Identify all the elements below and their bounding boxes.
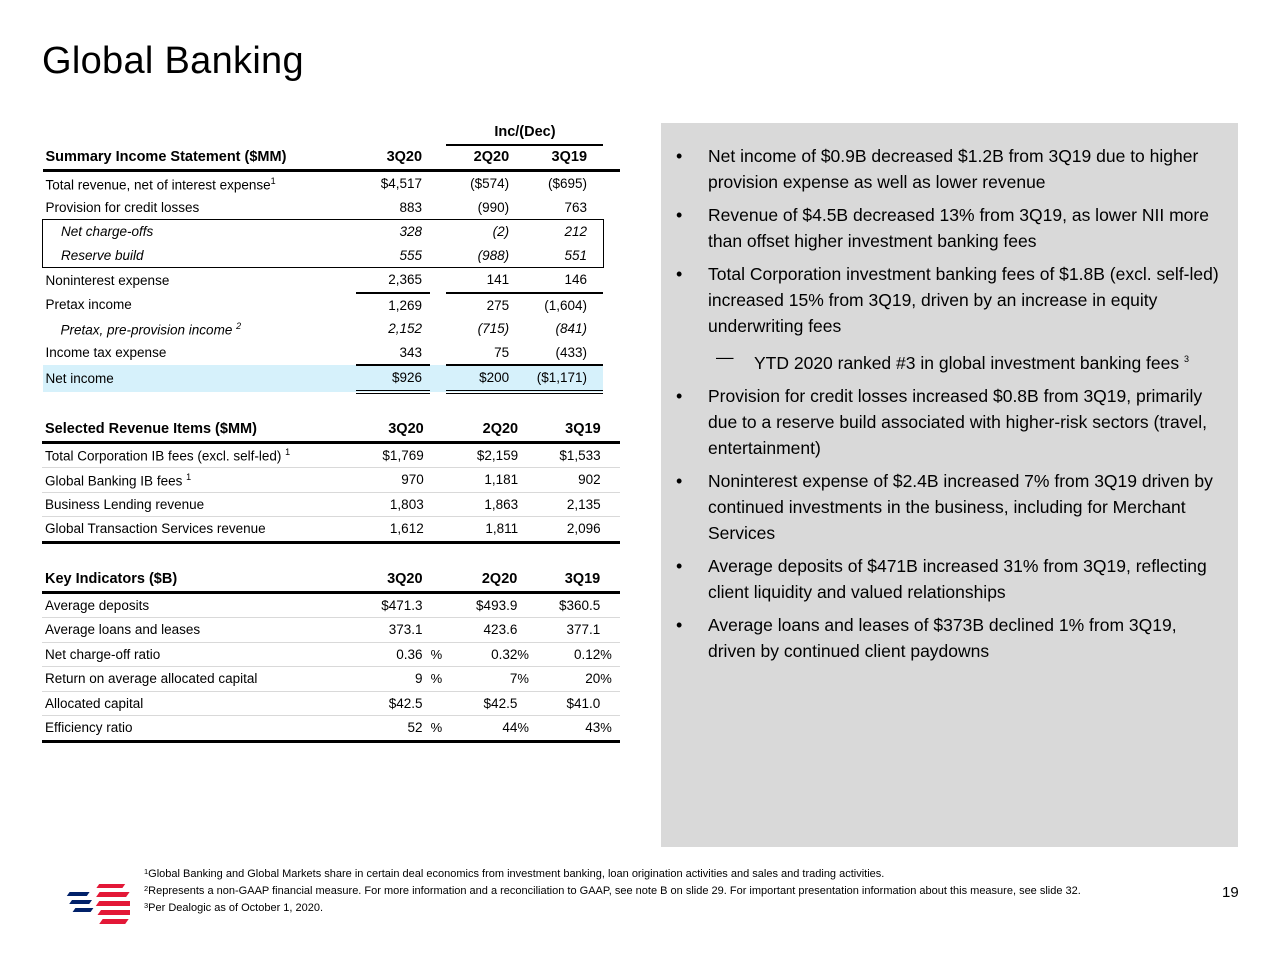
- row-label: Global Transaction Services revenue: [42, 517, 353, 543]
- cell-value: (2): [446, 220, 509, 244]
- bullet-icon: •: [676, 264, 683, 284]
- table-row: [43, 220, 621, 244]
- percent-symbol: %: [431, 667, 451, 692]
- footnote: [144, 866, 1224, 883]
- highlights-list: [676, 143, 1228, 671]
- page-number: 19: [1222, 884, 1239, 901]
- footnote-num: 3: [144, 901, 149, 910]
- cell-value: 212: [526, 220, 588, 244]
- cell-value: 1,269: [388, 297, 423, 313]
- col-header: 2Q20: [450, 567, 517, 592]
- key-indicators-header: [42, 567, 620, 592]
- row-label: Total Corporation IB fees (excl. self-led): [45, 448, 282, 464]
- table-row: [43, 317, 621, 341]
- row-label: Provision for credit losses: [45, 199, 200, 215]
- cell-value: $1,769: [353, 442, 432, 468]
- cell-value: 2,135: [537, 492, 600, 517]
- highlight-item: [676, 143, 1228, 195]
- cell-value: 146: [526, 268, 588, 293]
- percent-symbol: [431, 592, 451, 618]
- cell-value: 20: [537, 667, 600, 692]
- table-row: [42, 468, 620, 493]
- cell-value: 555: [356, 244, 430, 268]
- cell-value: 423.6: [450, 618, 517, 643]
- row-label: Average deposits: [42, 592, 352, 618]
- row-label: Business Lending revenue: [42, 492, 353, 517]
- footnote-text: Per Dealogic as of October 1, 2020.: [148, 902, 324, 914]
- highlight-item: [676, 468, 1228, 546]
- income-statement-table: [42, 120, 620, 417]
- financial-tables: [42, 120, 620, 743]
- cell-value: ($1,171): [526, 365, 588, 392]
- highlight-item: [676, 612, 1228, 664]
- dash-icon: —: [716, 347, 734, 367]
- cell-value: (841): [555, 321, 588, 337]
- cell-value: 373.1: [352, 618, 431, 643]
- percent-symbol: [517, 592, 537, 618]
- table-row: [43, 196, 621, 220]
- table-row: [42, 618, 620, 643]
- percent-symbol: [600, 618, 620, 643]
- percent-symbol: %: [600, 667, 620, 692]
- table-row: [42, 667, 620, 692]
- highlight-item: [676, 553, 1228, 605]
- cell-value: 0.36: [352, 642, 431, 667]
- cell-value: $200: [446, 365, 509, 392]
- cell-value: $360.5: [537, 592, 600, 618]
- row-label: Total revenue, net of interest expense: [45, 177, 271, 192]
- percent-symbol: %: [431, 716, 451, 742]
- revenue-items-table: [42, 417, 620, 567]
- table-row: [43, 341, 621, 366]
- percent-symbol: %: [517, 716, 537, 742]
- percent-symbol: %: [517, 667, 537, 692]
- cell-value: 1,803: [353, 492, 432, 517]
- percent-symbol: [600, 592, 620, 618]
- percent-symbol: [517, 618, 537, 643]
- row-label: Allocated capital: [42, 691, 352, 716]
- percent-symbol: [431, 691, 451, 716]
- col-header: 3Q19: [537, 567, 600, 592]
- percent-symbol: [517, 691, 537, 716]
- footnote-text: Global Banking and Global Markets share in certain deal economics from investment banking, loan origination activities and sales and trading activities.: [148, 868, 885, 880]
- footnote-ref: 2: [236, 320, 242, 331]
- cell-value: 2,152: [388, 321, 423, 337]
- footnote-ref: 3: [1184, 354, 1190, 364]
- cell-value: 2,096: [537, 517, 600, 543]
- highlight-text: Noninterest expense of $2.4B increased 7% from 3Q19 driven by continued investments in the business, including for Merchant Services: [708, 470, 1213, 543]
- key-indicators-title: Key Indicators ($B): [42, 567, 352, 592]
- percent-symbol: %: [517, 642, 537, 667]
- table-row: [43, 268, 621, 293]
- cell-value: 275: [486, 297, 510, 313]
- bullet-icon: •: [676, 146, 683, 166]
- cell-value: 1,612: [353, 517, 432, 543]
- highlight-text: Average loans and leases of $373B declined 1% from 3Q19, driven by continued client paydowns: [708, 614, 1177, 661]
- revenue-items-header: [42, 417, 620, 442]
- revenue-items-title: Selected Revenue Items ($MM): [42, 417, 353, 442]
- col-header: 3Q20: [353, 417, 432, 442]
- cell-value: (715): [477, 321, 510, 337]
- cell-value: ($574): [470, 176, 510, 192]
- bullet-icon: •: [676, 385, 683, 406]
- cell-value: $471.3: [352, 592, 431, 618]
- footnote-ref: 1: [270, 175, 276, 186]
- percent-symbol: %: [600, 642, 620, 667]
- cell-value: $2,159: [451, 442, 518, 468]
- cell-value: 9: [352, 667, 431, 692]
- cell-value: 970: [353, 468, 432, 493]
- cell-value: 343: [356, 341, 430, 366]
- cell-value: 44: [450, 716, 517, 742]
- cell-value: 0.12: [537, 642, 600, 667]
- cell-value: 1,811: [451, 517, 518, 543]
- row-label: Net charge-off ratio: [42, 642, 352, 667]
- highlight-text: YTD 2020 ranked #3 in global investment banking fees: [754, 352, 1180, 373]
- page-title: Global Banking: [42, 40, 304, 82]
- percent-symbol: %: [431, 642, 451, 667]
- cell-value: 141: [446, 268, 509, 293]
- row-label: Net charge-offs: [43, 220, 356, 244]
- highlight-item: [676, 202, 1228, 254]
- bank-logo-icon: [40, 880, 130, 936]
- col-header: 2Q20: [451, 417, 518, 442]
- table-row: [42, 691, 620, 716]
- footnotes: [144, 866, 1224, 917]
- cell-value: 2,365: [356, 268, 430, 293]
- footnote: [144, 883, 1224, 900]
- footnote-num: 2: [144, 884, 149, 893]
- row-label: Net income: [43, 365, 356, 392]
- cell-value: 1,863: [451, 492, 518, 517]
- highlight-text: Total Corporation investment banking fees of $1.8B (excl. self-led) increased 15% from 3Q19, driven by an increase in equity underwriting fees: [708, 264, 1219, 336]
- table-row: [43, 171, 621, 196]
- cell-value: 1,181: [451, 468, 518, 493]
- footnote-num: 1: [144, 867, 149, 876]
- bullet-icon: •: [676, 205, 683, 225]
- cell-value: 328: [356, 220, 430, 244]
- row-label: Noninterest expense: [45, 272, 170, 288]
- table-row: [42, 642, 620, 667]
- bullet-icon: •: [676, 555, 683, 576]
- footnote-text: Represents a non-GAAP financial measure. For more information and a reconciliation to GAAP, see note B on slide 29. For important presentation information about this measure, see slide 32.: [148, 885, 1081, 897]
- cell-value: (433): [526, 341, 588, 366]
- cell-value: $42.5: [352, 691, 431, 716]
- row-label: Efficiency ratio: [42, 716, 352, 742]
- table-row: [43, 244, 621, 268]
- table-row: [42, 517, 620, 543]
- percent-symbol: [431, 618, 451, 643]
- highlight-text: Revenue of $4.5B decreased 13% from 3Q19, as lower NII more than offset higher investment banking fees: [708, 205, 1209, 251]
- highlight-text: Provision for credit losses increased $0.8B from 3Q19, primarily due to a reserve build associated with higher-risk sectors (travel, entertainment): [708, 385, 1207, 458]
- footnote: [144, 900, 1224, 917]
- cell-value: 0.32: [450, 642, 517, 667]
- percent-symbol: %: [600, 716, 620, 742]
- cell-value: ($695): [547, 176, 588, 192]
- row-label: Global Banking IB fees: [45, 473, 183, 488]
- row-label: Return on average allocated capital: [42, 667, 352, 692]
- cell-value: 902: [537, 468, 600, 493]
- cell-value: (1,604): [544, 297, 588, 313]
- table-row: [42, 442, 620, 468]
- cell-value: $42.5: [450, 691, 517, 716]
- cell-value: (990): [477, 199, 510, 215]
- table-row: [42, 592, 620, 618]
- net-income-row: [43, 365, 621, 392]
- col-header: 3Q20: [356, 145, 430, 171]
- highlight-item: [676, 383, 1228, 461]
- highlight-sub-item: [680, 346, 1228, 376]
- row-label: Average loans and leases: [42, 618, 352, 643]
- row-label: Pretax, pre-provision income: [60, 322, 233, 337]
- percent-symbol: [600, 691, 620, 716]
- income-statement-title: Summary Income Statement ($MM): [43, 145, 356, 171]
- col-header: 3Q20: [352, 567, 431, 592]
- col-header: 3Q19: [526, 145, 588, 171]
- cell-value: 7: [450, 667, 517, 692]
- footnote-ref: 1: [285, 447, 291, 457]
- table-row: [43, 293, 621, 318]
- row-label: Pretax income: [45, 297, 132, 313]
- highlight-text: Net income of $0.9B decreased $1.2B from 3Q19 due to higher provision expense as well as lower revenue: [708, 146, 1199, 192]
- cell-value: 43: [537, 716, 600, 742]
- bullet-icon: •: [676, 470, 683, 491]
- cell-value: $926: [356, 365, 430, 392]
- cell-value: 551: [526, 244, 588, 268]
- col-header: 3Q19: [537, 417, 600, 442]
- bullet-icon: •: [676, 614, 683, 635]
- row-label: Reserve build: [43, 244, 356, 268]
- table-row: [42, 492, 620, 517]
- cell-value: 377.1: [537, 618, 600, 643]
- cell-value: $41.0: [537, 691, 600, 716]
- cell-value: 883: [399, 199, 423, 215]
- cell-value: (988): [446, 244, 509, 268]
- cell-value: 52: [352, 716, 431, 742]
- col-header: 2Q20: [446, 145, 509, 171]
- cell-value: $4,517: [380, 176, 423, 192]
- income-statement-header: [43, 145, 621, 171]
- highlight-item: [676, 261, 1228, 339]
- key-indicators-table: [42, 567, 620, 743]
- cell-value: $493.9: [450, 592, 517, 618]
- cell-value: 763: [564, 199, 588, 215]
- inc-dec-label: Inc/(Dec): [446, 120, 603, 145]
- cell-value: $1,533: [537, 442, 600, 468]
- highlight-text: Average deposits of $471B increased 31% from 3Q19, reflecting client liquidity and valued relationships: [708, 555, 1207, 602]
- footnote-ref: 1: [186, 471, 192, 482]
- row-label: Income tax expense: [45, 345, 167, 361]
- table-row: [42, 716, 620, 742]
- cell-value: 75: [446, 341, 509, 366]
